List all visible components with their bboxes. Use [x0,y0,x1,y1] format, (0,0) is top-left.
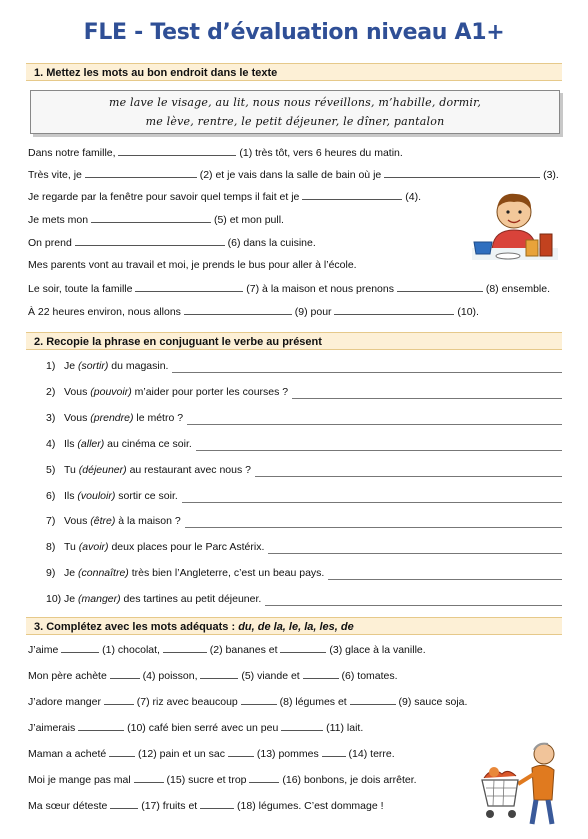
s3-blank-17[interactable] [110,799,138,809]
section-2-heading: 2. Recopie la phrase en conjuguant le verbe au présent [26,332,562,350]
s3-blank-8[interactable] [241,695,277,705]
s2-item-verb: (prendre) [90,411,134,424]
s2-item-5 [46,464,251,476]
s1-sentence-7: Le soir, toute la famille (7) à la maison et nous prenons (8) ensemble. [28,283,551,295]
s2-item-rest: deux places pour le Parc Astérix. [108,541,265,554]
s2-item-verb: (aller) [77,437,105,450]
s2-item-rest: du magasin. [108,360,169,372]
s2-item-subject: Ils [64,437,78,450]
s3-row-2: Mon père achète (4) poisson, (5) viande et (6) tomates. [28,670,398,682]
s2-item-number: 3) [46,411,56,424]
page-title: FLE - Test d’évaluation niveau A1+ [83,20,505,45]
s2-item-rest: le métro ? [133,411,184,424]
blank-4[interactable] [302,190,402,200]
s3-blank-15[interactable] [134,773,164,783]
blank-2[interactable] [85,168,197,178]
s3-blank-2[interactable] [163,643,207,653]
s2-item-10 [46,593,261,605]
blank-6[interactable] [75,236,225,246]
word-list-line-1: me lave le visage, au lit, nous nous réveillons, m’habille, dormir, [108,96,482,109]
s2-item-number: 10) [46,593,62,606]
s2-item-subject: Tu [64,463,79,476]
s2-answer-line-6[interactable] [182,502,562,503]
s2-answer-line-5[interactable] [255,476,562,477]
s2-item-number: 6) [46,489,56,502]
s2-item-number: 5) [46,463,56,476]
s2-item-number: 4) [46,437,56,450]
s3-blank-18[interactable] [200,799,234,809]
shopping-man-illustration [478,740,566,826]
s3-blank-11[interactable] [281,721,323,731]
s2-item-6 [46,490,178,502]
s2-item-number: 7) [46,515,56,528]
s2-item-2 [46,386,288,398]
s3-blank-13[interactable] [228,747,254,757]
blank-7[interactable] [135,282,243,292]
s2-item-verb: (manger) [78,593,121,606]
blank-5[interactable] [91,213,211,223]
s3-row-7: Ma sœur déteste (17) fruits et (18) légumes. C’est dommage ! [28,800,384,812]
s2-item-verb: (avoir) [78,541,109,554]
s3-blank-5[interactable] [200,669,238,679]
s2-item-8 [46,541,264,553]
s2-item-verb: (déjeuner) [78,463,127,476]
s2-item-4 [46,438,192,450]
s2-item-rest: très bien l’Angleterre, c’est un beau pays. [128,567,325,580]
s3-row-6: Moi je mange pas mal (15) sucre et trop (16) bonbons, je dois arrêter. [28,774,417,786]
s3-row-5: Maman a acheté (12) pain et un sac (13) pommes (14) terre. [28,748,395,760]
s2-item-9 [46,567,324,579]
s2-answer-line-3[interactable] [187,424,562,425]
s3-blank-16[interactable] [249,773,279,783]
blank-9[interactable] [184,305,292,315]
section-1-heading: 1. Mettez les mots au bon endroit dans le texte [26,63,562,81]
s2-item-3 [46,412,183,424]
s3-row-1: J’aime (1) chocolat, (2) bananes et (3) glace à la vanille. [28,644,426,656]
s2-item-subject: Je [64,567,79,580]
s3-blank-1[interactable] [61,643,99,653]
s3-blank-3[interactable] [280,643,326,653]
s3-blank-7[interactable] [104,695,134,705]
s2-item-verb: (pouvoir) [90,385,132,398]
s2-item-verb: (être) [90,515,116,528]
s2-item-subject: Vous [64,411,91,424]
s1-sentence-2: Très vite, je (2) et je vais dans la salle de bain où je (3). [28,169,559,181]
s2-item-subject: Je [64,593,79,606]
s2-item-rest: des tartines au petit déjeuner. [120,593,262,606]
s3-blank-4[interactable] [110,669,140,679]
word-list-line-2: me lève, rentre, le petit déjeuner, le dîner, pantalon [145,115,445,128]
s2-answer-line-9[interactable] [328,579,562,580]
s1-sentence-8: À 22 heures environ, nous allons (9) pour (10). [28,306,479,318]
s1-sentence-6: Mes parents vont au travail et moi, je prends le bus pour aller à l’école. [28,259,357,271]
section-3-heading: 3. Complétez avec les mots adéquats : du, de la, le, la, les, de [26,617,562,635]
s3-blank-9[interactable] [350,695,396,705]
s2-item-subject: Vous [64,515,91,528]
s2-answer-line-2[interactable] [292,398,562,399]
s2-item-1 [46,360,168,372]
s3-row-3: J’adore manger (7) riz avec beaucoup (8) légumes et (9) sauce soja. [28,696,468,708]
s2-answer-line-8[interactable] [268,553,562,554]
blank-10[interactable] [334,305,454,315]
s2-answer-line-10[interactable] [265,605,562,606]
s2-item-verb: (sortir) [78,360,109,372]
word-box [30,90,560,134]
s2-item-rest: à la maison ? [115,515,181,528]
s2-item-number: 2) [46,385,56,398]
s2-item-verb: (connaître) [78,567,129,580]
s2-item-7 [46,515,181,527]
s3-blank-14[interactable] [322,747,346,757]
s1-sentence-5: On prend (6) dans la cuisine. [28,237,316,249]
s3-blank-10[interactable] [78,721,124,731]
blank-3[interactable] [384,168,540,178]
s2-item-subject: Ils [64,489,78,502]
s2-item-subject: Vous [64,385,91,398]
s2-item-rest: sortir ce soir. [115,489,178,502]
s3-blank-12[interactable] [109,747,135,757]
s2-item-number: 8) [46,541,56,554]
s2-item-subject: Tu [64,541,79,554]
blank-8[interactable] [397,282,483,292]
s1-sentence-3: Je regarde par la fenêtre pour savoir quel temps il fait et je (4). [28,191,421,203]
s2-item-rest: au cinéma ce soir. [104,437,192,450]
s2-answer-line-1[interactable] [172,372,562,373]
s1-sentence-4: Je mets mon (5) et mon pull. [28,214,284,226]
s2-answer-line-7[interactable] [185,527,562,528]
s2-answer-line-4[interactable] [196,450,562,451]
blank-1[interactable] [118,146,236,156]
s2-item-number: 1) [46,360,56,372]
s2-item-number: 9) [46,567,56,580]
s1-sentence-1: Dans notre famille, (1) très tôt, vers 6 heures du matin. [28,147,403,159]
s2-item-subject: Je [64,360,79,372]
s3-blank-6[interactable] [303,669,339,679]
s2-item-verb: (vouloir) [77,489,116,502]
s2-item-rest: au restaurant avec nous ? [126,463,251,476]
breakfast-boy-illustration [470,190,562,270]
s2-item-rest: m’aider pour porter les courses ? [131,385,289,398]
s3-row-4: J’aimerais (10) café bien serré avec un peu (11) lait. [28,722,364,734]
